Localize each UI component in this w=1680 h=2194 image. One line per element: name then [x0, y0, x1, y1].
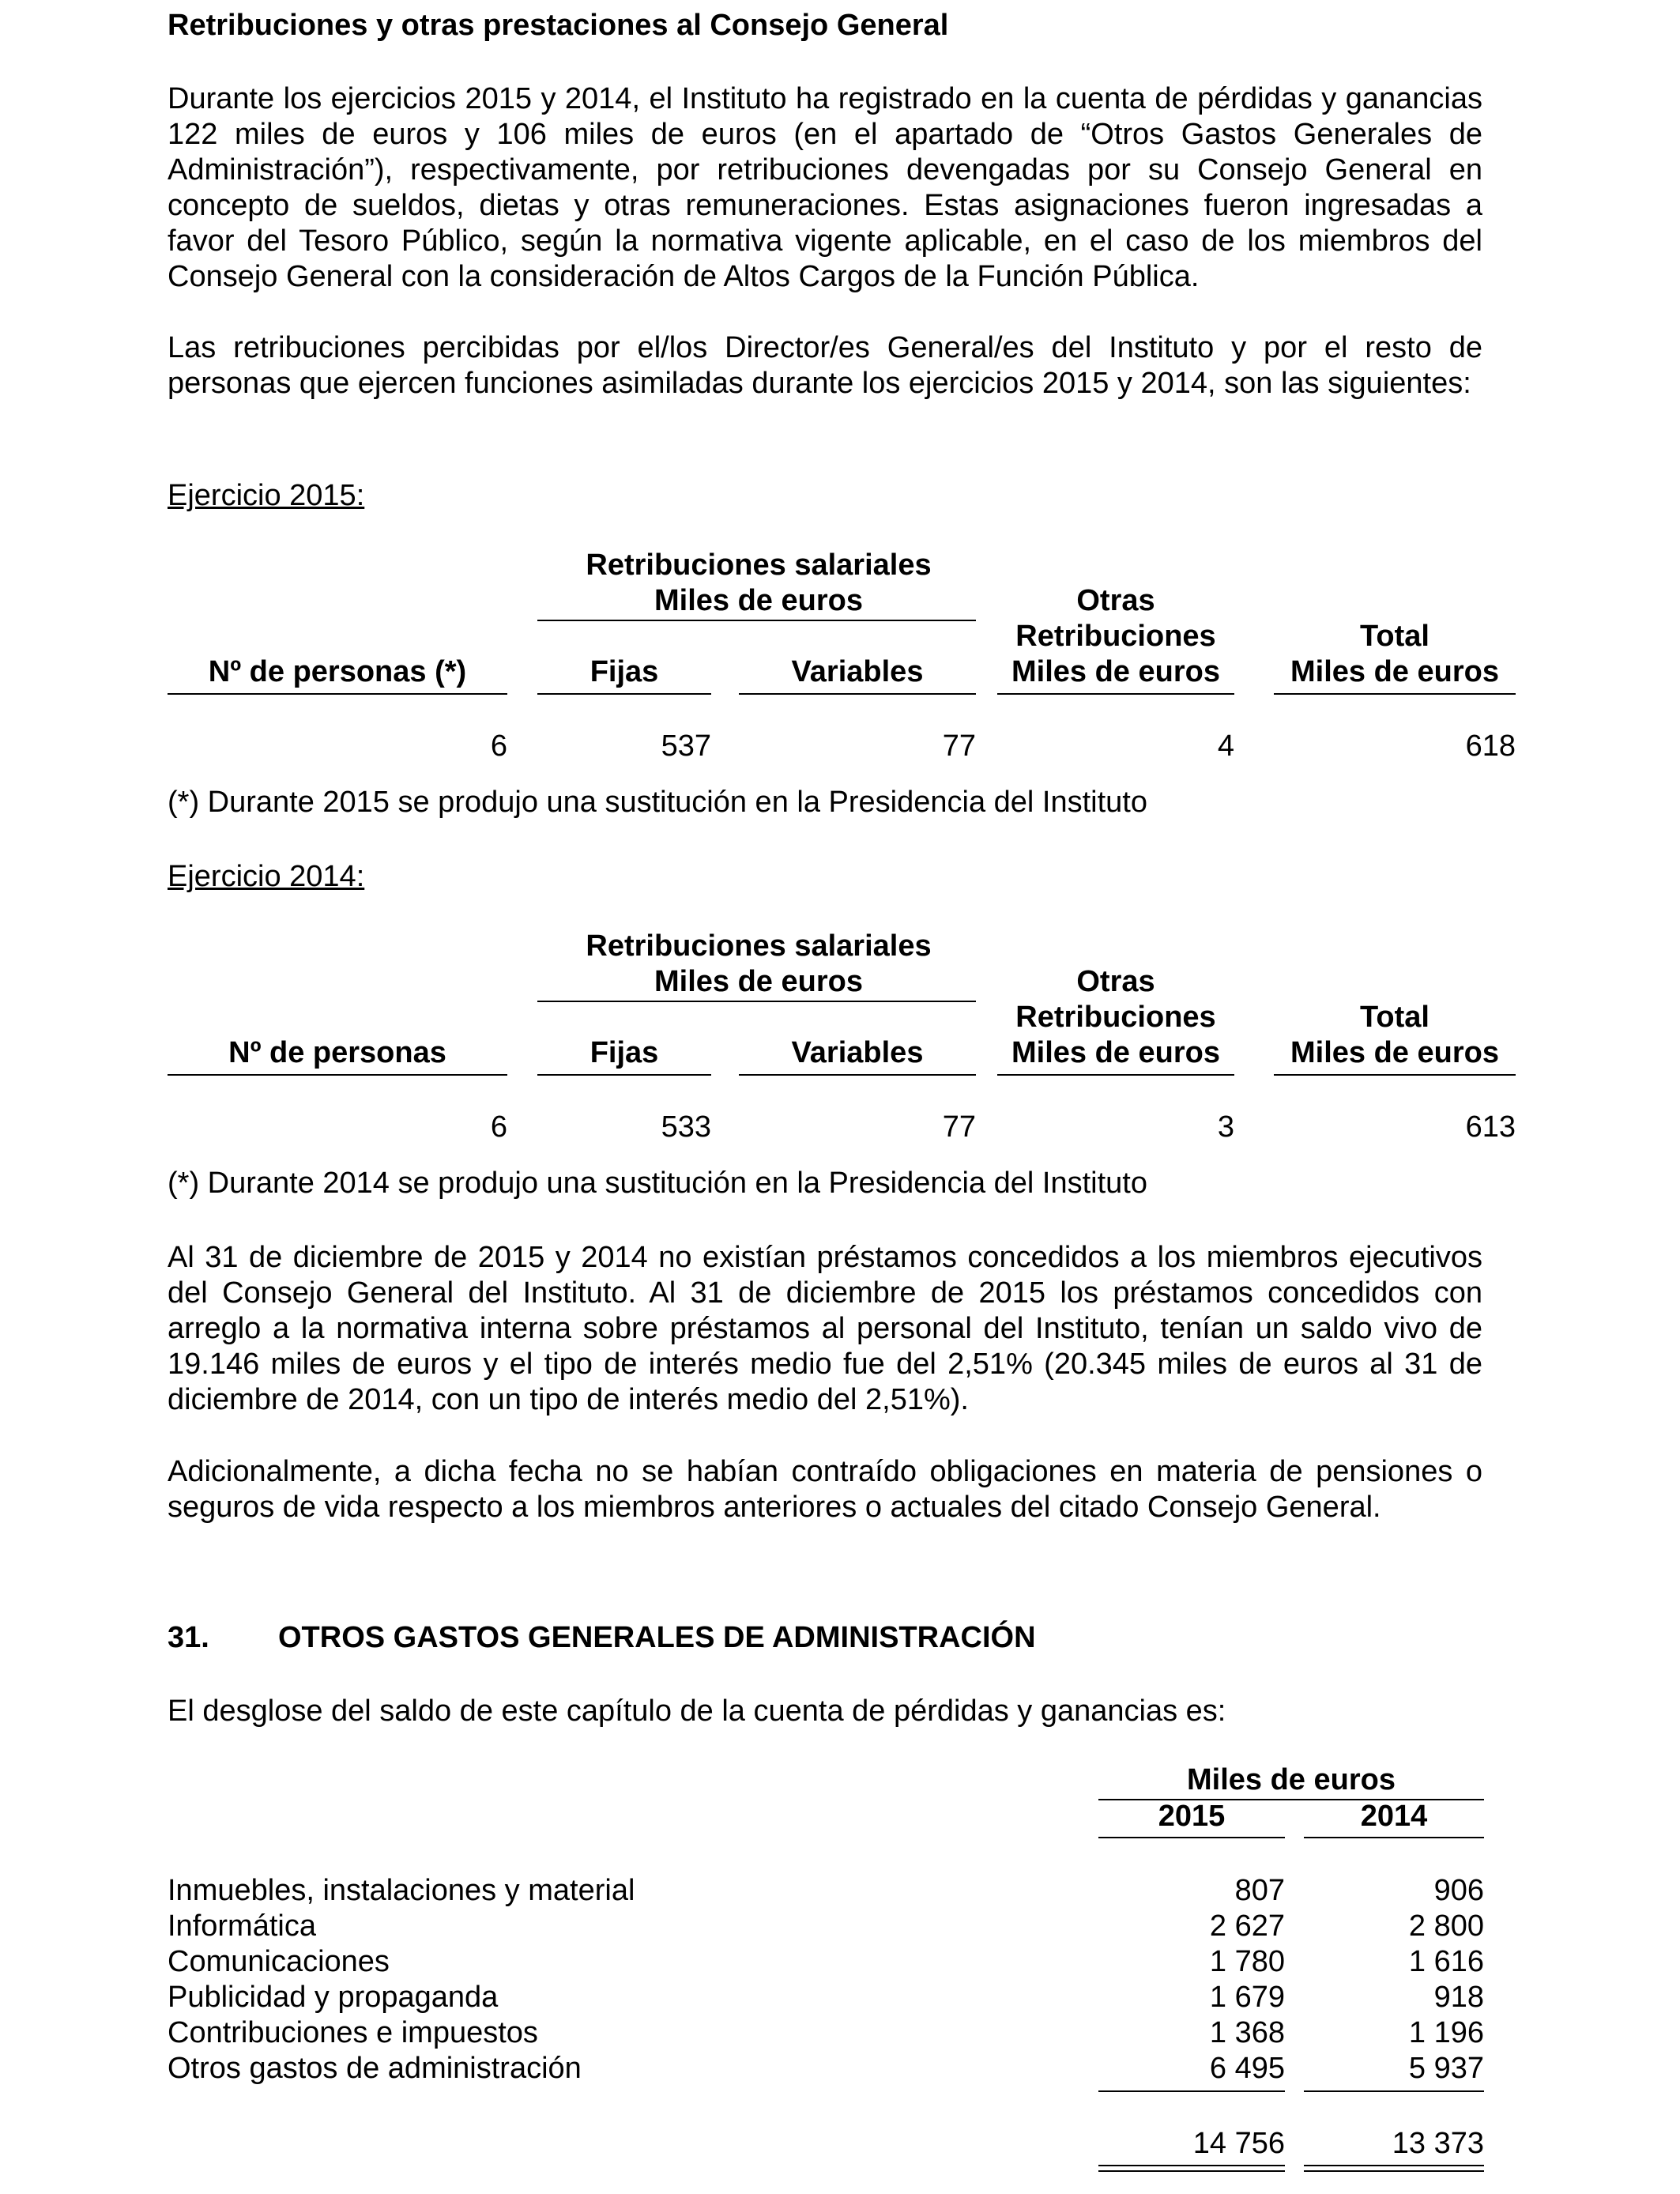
gastos-row-2015: 2 627	[1209, 1909, 1285, 1943]
gastos-row-2014: 918	[1433, 1981, 1484, 2014]
table-2014-rule-variables	[739, 1074, 976, 1076]
section-31-title: OTROS GASTOS GENERALES DE ADMINISTRACIÓN	[278, 1621, 1036, 1654]
table-2015-value-otras: 4	[1217, 729, 1234, 763]
gastos-row-label: Comunicaciones	[168, 1945, 390, 1978]
table-2014-rule-otras	[997, 1074, 1234, 1076]
gastos-row-2015: 6 495	[1209, 2052, 1285, 2085]
gastos-row-label: Contribuciones e impuestos	[168, 2016, 538, 2049]
table-2014-rule-fijas	[537, 1074, 711, 1076]
gastos-header-units: Miles de euros	[1187, 1763, 1396, 1796]
gastos-row-2015: 1 368	[1209, 2016, 1285, 2049]
paragraph-prestamos: Al 31 de diciembre de 2015 y 2014 no existían préstamos concedidos a los miembros ejecutivos del Consejo General del Instituto. Al 31 de diciembre de 2015 los préstamos concedidos con arreglo a la normativa interna sobre préstamos al personal del Instituto, tenían un saldo vivo de 19.146 miles de euros y el tipo de interés medio fue del 2,51% (20.345 miles de euros al 31 de diciembre de 2014, con un tipo de interés medio del 2,51%).	[168, 1241, 1482, 1416]
table-2015-value-personas: 6	[490, 729, 507, 763]
table-2015-rule-personas	[168, 693, 507, 695]
table-2014-value-otras: 3	[1217, 1110, 1234, 1144]
table-2014-group-header-line1: Retribuciones salariales	[586, 929, 932, 963]
section-heading: Retribuciones y otras prestaciones al Consejo General	[168, 9, 949, 42]
gastos-row-2014: 5 937	[1408, 2052, 1484, 2085]
gastos-header-2015: 2015	[1158, 1800, 1226, 1833]
gastos-total-double-rule-2014	[1304, 2165, 1484, 2172]
table-2014-value-fijas: 533	[661, 1110, 711, 1144]
gastos-total-double-rule-2015	[1098, 2165, 1285, 2172]
gastos-row-2014: 906	[1433, 1874, 1484, 1907]
gastos-row-2014: 1 196	[1408, 2016, 1484, 2049]
table-2015-total-line2: Miles de euros	[1290, 655, 1499, 688]
table-2014-col-fijas: Fijas	[590, 1036, 659, 1069]
table-2015-col-variables: Variables	[791, 655, 924, 688]
table-2014-otras-line3: Miles de euros	[1011, 1036, 1220, 1069]
table-2014-otras-line2: Retribuciones	[1015, 1001, 1216, 1034]
gastos-row-2015: 1 780	[1209, 1945, 1285, 1978]
table-2014-value-personas: 6	[490, 1110, 507, 1144]
table-2015-rule-total	[1274, 693, 1516, 695]
section-31-number: 31.	[168, 1621, 209, 1654]
table-2015-total-line1: Total	[1360, 620, 1430, 653]
gastos-row-2014: 2 800	[1408, 1909, 1484, 1943]
table-2014-footnote: (*) Durante 2014 se produjo una sustitución en la Presidencia del Instituto	[168, 1167, 1147, 1200]
table-2015-otras-line1: Otras	[1076, 584, 1155, 617]
table-2014-col-variables: Variables	[791, 1036, 924, 1069]
table-2014-rule-total	[1274, 1074, 1516, 1076]
table-2015-col-fijas: Fijas	[590, 655, 659, 688]
paragraph-director-retribuciones: Las retribuciones percibidas por el/los Director/es General/es del Instituto y por el resto de personas que ejercen funciones asimiladas durante los ejercicios 2015 y 2014, son las siguientes:	[168, 331, 1482, 400]
table-2014-total-line1: Total	[1360, 1001, 1430, 1034]
table-2014-rule-personas	[168, 1074, 507, 1076]
table-2015-col-personas: Nº de personas (*)	[208, 655, 467, 688]
gastos-row-2015: 1 679	[1209, 1981, 1285, 2014]
gastos-total-2014: 13 373	[1392, 2127, 1484, 2160]
gastos-header-2014: 2014	[1360, 1800, 1428, 1833]
table-2015-footnote: (*) Durante 2015 se produjo una sustitución en la Presidencia del Instituto	[168, 786, 1147, 819]
gastos-row-label: Publicidad y propaganda	[168, 1981, 499, 2014]
table-2015-otras-line3: Miles de euros	[1011, 655, 1220, 688]
gastos-header-rule-2015	[1098, 1837, 1285, 1838]
gastos-row-2014: 1 616	[1408, 1945, 1484, 1978]
table-2015-rule-variables	[739, 693, 976, 695]
table-2014-value-variables: 77	[942, 1110, 976, 1144]
table-2015-otras-line2: Retribuciones	[1015, 620, 1216, 653]
table-2015-rule-otras	[997, 693, 1234, 695]
paragraph-consejo-general: Durante los ejercicios 2015 y 2014, el Instituto ha registrado en la cuenta de pérdidas y ganancias 122 miles de euros y 106 miles de euros (en el apartado de “Otros Gastos Generales de Administración”), respectivamente, por retribuciones devengadas por su Consejo General en concepto de sueldos, dietas y otras remuneraciones. Estas asignaciones fueron ingresadas a favor del Tesoro Público, según la normativa vigente aplicable, en el caso de los miembros del Consejo General con la consideración de Altos Cargos de la Función Pública.	[168, 82, 1482, 293]
gastos-subtotal-rule-2014	[1304, 2090, 1484, 2092]
table-2015-rule-fijas	[537, 693, 711, 695]
gastos-row-label: Otros gastos de administración	[168, 2052, 582, 2085]
section-31-intro: El desglose del saldo de este capítulo de la cuenta de pérdidas y ganancias es:	[168, 1695, 1226, 1728]
table-2015-value-variables: 77	[942, 729, 976, 763]
gastos-row-label: Informática	[168, 1909, 316, 1943]
table-2014-col-personas: Nº de personas	[228, 1036, 446, 1069]
table-2015-group-header-line1: Retribuciones salariales	[586, 548, 932, 582]
table-2015-value-total: 618	[1465, 729, 1516, 763]
paragraph-pensiones: Adicionalmente, a dicha fecha no se habían contraído obligaciones en materia de pensiones o seguros de vida respecto a los miembros anteriores o actuales del citado Consejo General.	[168, 1455, 1482, 1524]
gastos-row-label: Inmuebles, instalaciones y material	[168, 1874, 635, 1907]
gastos-header-rule-2014	[1304, 1837, 1484, 1838]
table-2014-group-header-line2: Miles de euros	[654, 965, 863, 998]
table-2014-otras-line1: Otras	[1076, 965, 1155, 998]
gastos-row-2015: 807	[1234, 1874, 1285, 1907]
table-2014-group-rule	[537, 1001, 976, 1002]
table-2015-group-header-line2: Miles de euros	[654, 584, 863, 617]
table-2015-value-fijas: 537	[661, 729, 711, 763]
table-2014-value-total: 613	[1465, 1110, 1516, 1144]
table-2014-caption: Ejercicio 2014:	[168, 860, 365, 893]
gastos-subtotal-rule-2015	[1098, 2090, 1285, 2092]
table-2014-total-line2: Miles de euros	[1290, 1036, 1499, 1069]
table-2015-caption: Ejercicio 2015:	[168, 479, 365, 512]
table-2015-group-rule	[537, 620, 976, 621]
gastos-total-2015: 14 756	[1192, 2127, 1285, 2160]
